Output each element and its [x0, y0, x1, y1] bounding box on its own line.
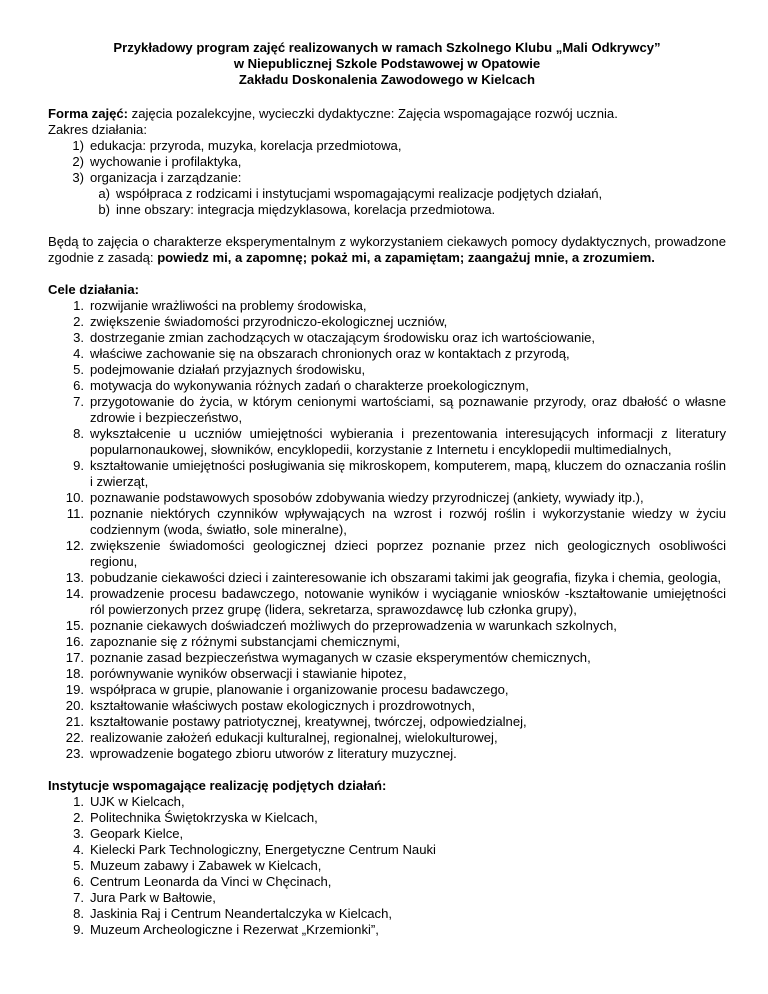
list-item-number: a): [98, 186, 110, 201]
document-page: [48, 40, 726, 938]
list-item-text: poznawanie podstawowych sposobów zdobywania wiedzy przyrodniczej (ankiety, wywiady itp.),: [90, 490, 644, 505]
list-item-number: 17.: [65, 650, 84, 665]
cele-item: [48, 378, 726, 394]
list-item-number: 5.: [73, 362, 84, 377]
list-item-text: poznanie zasad bezpieczeństwa wymaganych w czasie eksperymentów chemicznych,: [90, 650, 591, 665]
zakres-list: [48, 138, 726, 218]
list-item-number: 4.: [73, 842, 84, 857]
list-item-text: Politechnika Świętokrzyska w Kielcach,: [90, 810, 318, 825]
list-item-number: 3): [72, 170, 84, 185]
cele-item: [48, 730, 726, 746]
list-item-number: 1): [72, 138, 84, 153]
list-item-number: 7.: [73, 890, 84, 905]
list-item-text: współpraca w grupie, planowanie i organizowanie procesu badawczego,: [90, 682, 509, 697]
intro-text: Będą to zajęcia o charakterze eksperymentalnym z wykorzystaniem ciekawych pomocy dydaktycznych, prowadzone zgodnie z zasadą:: [48, 234, 726, 265]
list-item-text: Jaskinia Raj i Centrum Neandertalczyka w Kielcach,: [90, 906, 393, 921]
list-item-text: poznanie niektórych czynników wpływających na wzrost i rozwój roślin i wykorzystanie wiedzy w życiu codziennym (woda, światło, sole mineralne),: [90, 506, 726, 537]
list-item-number: 14.: [65, 586, 84, 601]
instytucja-item: [48, 890, 726, 906]
cele-item: [48, 314, 726, 330]
list-item-number: 5.: [73, 858, 84, 873]
instytucje-list: [48, 794, 726, 938]
list-item-text: Centrum Leonarda da Vinci w Chęcinach,: [90, 874, 332, 889]
intro-paragraph: [48, 234, 726, 266]
list-item-number: 20.: [65, 698, 84, 713]
document-title: [48, 40, 726, 88]
list-item-text: prowadzenie procesu badawczego, notowanie wyników i wyciąganie wniosków -kształtowanie umiejętności ról powierzonych przez grupę (lidera, sekretarza, sprawozdawcę lub członka grupy),: [90, 586, 726, 617]
list-item-number: 11.: [66, 506, 84, 521]
list-item-number: 2): [72, 154, 84, 169]
list-item-number: 21.: [65, 714, 84, 729]
list-item-text: zwiększenie świadomości przyrodniczo-ekologicznej uczniów,: [90, 314, 448, 329]
list-item-number: 7.: [73, 394, 84, 409]
cele-item: [48, 698, 726, 714]
intro-motto: powiedz mi, a zapomnę; pokaż mi, a zapamiętam; zaangażuj mnie, a zrozumiem.: [157, 250, 655, 265]
list-item-number: 13.: [65, 570, 84, 585]
list-item-text: rozwijanie wrażliwości na problemy środowiska,: [90, 298, 367, 313]
title-line-3: Zakładu Doskonalenia Zawodowego w Kielcach: [238, 72, 536, 87]
list-item-number: 3.: [73, 826, 84, 841]
instytucja-item: [48, 842, 726, 858]
cele-item: [48, 362, 726, 378]
list-item-text: wychowanie i profilaktyka,: [90, 154, 242, 169]
instytucja-item: [48, 874, 726, 890]
list-item-number: b): [98, 202, 110, 217]
cele-item: [48, 458, 726, 490]
forma-label: Forma zajęć:: [48, 106, 129, 121]
list-item-text: kształtowanie postawy patriotycznej, kreatywnej, twórczej, odpowiedzialnej,: [90, 714, 527, 729]
list-item-number: 1.: [73, 794, 84, 809]
zakres-label: Zakres działania:: [48, 122, 147, 137]
list-item-text: wprowadzenie bogatego zbioru utworów z literatury muzycznej.: [90, 746, 457, 761]
cele-item: [48, 714, 726, 730]
forma-zajec: [48, 106, 726, 122]
cele-item: [48, 538, 726, 570]
list-item-text: realizowanie założeń edukacji kulturalnej, regionalnej, wielokulturowej,: [90, 730, 498, 745]
cele-item: [48, 394, 726, 426]
list-item-number: 12.: [65, 538, 84, 553]
list-item-text: podejmowanie działań przyjaznych środowisku,: [90, 362, 366, 377]
list-item-text: pobudzanie ciekawości dzieci i zainteresowanie ich obszarami takimi jak geografia, fizyka i chemia, geologia,: [90, 570, 721, 585]
instytucja-item: [48, 858, 726, 874]
list-item-text: przygotowanie do życia, w którym cenionymi wartościami, są poznawanie przyrody, oraz dbałość o własne zdrowie i bezpieczeństwo,: [90, 394, 726, 425]
title-line-2: w Niepublicznej Szkole Podstawowej w Opatowie: [233, 56, 541, 71]
zakres-item: [48, 154, 726, 170]
list-item-text: dostrzeganie zmian zachodzących w otaczającym środowisku oraz ich wartościowanie,: [90, 330, 596, 345]
cele-item: [48, 570, 726, 586]
list-item-number: 23.: [65, 746, 84, 761]
list-item-text: poznanie ciekawych doświadczeń możliwych do przeprowadzenia w warunkach szkolnych,: [90, 618, 617, 633]
list-item-number: 19.: [65, 682, 84, 697]
list-item-text: edukacja: przyroda, muzyka, korelacja przedmiotowa,: [90, 138, 402, 153]
list-item-number: 15.: [65, 618, 84, 633]
forma-text: zajęcia pozalekcyjne, wycieczki dydaktyczne: Zajęcia wspomagające rozwój ucznia.: [128, 106, 618, 121]
list-item-number: 8.: [73, 906, 84, 921]
cele-item: [48, 490, 726, 506]
list-item-text: Jura Park w Bałtowie,: [90, 890, 216, 905]
list-item-number: 1.: [73, 298, 84, 313]
list-item-text: zwiększenie świadomości geologicznej dzieci poprzez poznanie przez nich geologicznych osobliwości regionu,: [90, 538, 726, 569]
list-item-text: wykształcenie u uczniów umiejętności wybierania i prezentowania interesujących informacji z literatury popularnonaukowej, słowników, encyklopedii, korzystanie z Internetu i encyklopedii multimedialnych,: [90, 426, 726, 457]
cele-heading: Cele działania:: [48, 282, 139, 297]
cele-item: [48, 634, 726, 650]
cele-item: [48, 746, 726, 762]
cele-item: [48, 298, 726, 314]
list-item-text: właściwe zachowanie się na obszarach chronionych oraz w kontaktach z przyrodą,: [90, 346, 570, 361]
list-item-number: 10.: [65, 490, 84, 505]
list-item-text: UJK w Kielcach,: [90, 794, 185, 809]
list-item-number: 2.: [73, 810, 84, 825]
cele-item: [48, 586, 726, 618]
cele-item: [48, 330, 726, 346]
list-item-text: Geopark Kielce,: [90, 826, 184, 841]
list-item-text: inne obszary: integracja międzyklasowa, korelacja przedmiotowa.: [116, 202, 496, 217]
zakres-item: [48, 170, 726, 186]
cele-item: [48, 618, 726, 634]
title-line-1: Przykładowy program zajęć realizowanych w ramach Szkolnego Klubu „Mali Odkrywcy”: [113, 40, 661, 55]
list-item-text: zapoznanie się z różnymi substancjami chemicznymi,: [90, 634, 401, 649]
cele-item: [48, 666, 726, 682]
instytucja-item: [48, 810, 726, 826]
list-item-number: 18.: [65, 666, 84, 681]
cele-item: [48, 650, 726, 666]
list-item-number: 6.: [73, 378, 84, 393]
zakres-subitem: [48, 186, 726, 202]
cele-item: [48, 346, 726, 362]
list-item-number: 9.: [73, 458, 84, 473]
list-item-text: kształtowanie właściwych postaw ekologicznych i prozdrowotnych,: [90, 698, 475, 713]
zakres-item: [48, 138, 726, 154]
list-item-text: organizacja i zarządzanie:: [90, 170, 242, 185]
list-item-text: motywacja do wykonywania różnych zadań o charakterze proekologicznym,: [90, 378, 529, 393]
cele-list: [48, 298, 726, 762]
cele-item: [48, 506, 726, 538]
instytucje-heading: Instytucje wspomagające realizację podjętych działań:: [48, 778, 387, 793]
list-item-number: 3.: [73, 330, 84, 345]
instytucja-item: [48, 922, 726, 938]
list-item-text: Muzeum zabawy i Zabawek w Kielcach,: [90, 858, 322, 873]
list-item-text: kształtowanie umiejętności posługiwania się mikroskopem, komputerem, mapą, kluczem do oznaczania roślin i zwierząt,: [90, 458, 726, 489]
list-item-number: 4.: [73, 346, 84, 361]
list-item-text: współpraca z rodzicami i instytucjami wspomagającymi realizacje podjętych działań,: [116, 186, 603, 201]
list-item-text: Muzeum Archeologiczne i Rezerwat „Krzemionki”,: [90, 922, 379, 937]
cele-item: [48, 426, 726, 458]
list-item-number: 8.: [73, 426, 84, 441]
list-item-text: Kielecki Park Technologiczny, Energetyczne Centrum Nauki: [90, 842, 436, 857]
list-item-number: 22.: [65, 730, 84, 745]
zakres-subitem: [48, 202, 726, 218]
list-item-number: 2.: [73, 314, 84, 329]
list-item-text: porównywanie wyników obserwacji i stawianie hipotez,: [90, 666, 407, 681]
list-item-number: 6.: [73, 874, 84, 889]
list-item-number: 9.: [73, 922, 84, 937]
list-item-number: 16.: [65, 634, 84, 649]
instytucja-item: [48, 794, 726, 810]
instytucja-item: [48, 826, 726, 842]
instytucja-item: [48, 906, 726, 922]
cele-item: [48, 682, 726, 698]
